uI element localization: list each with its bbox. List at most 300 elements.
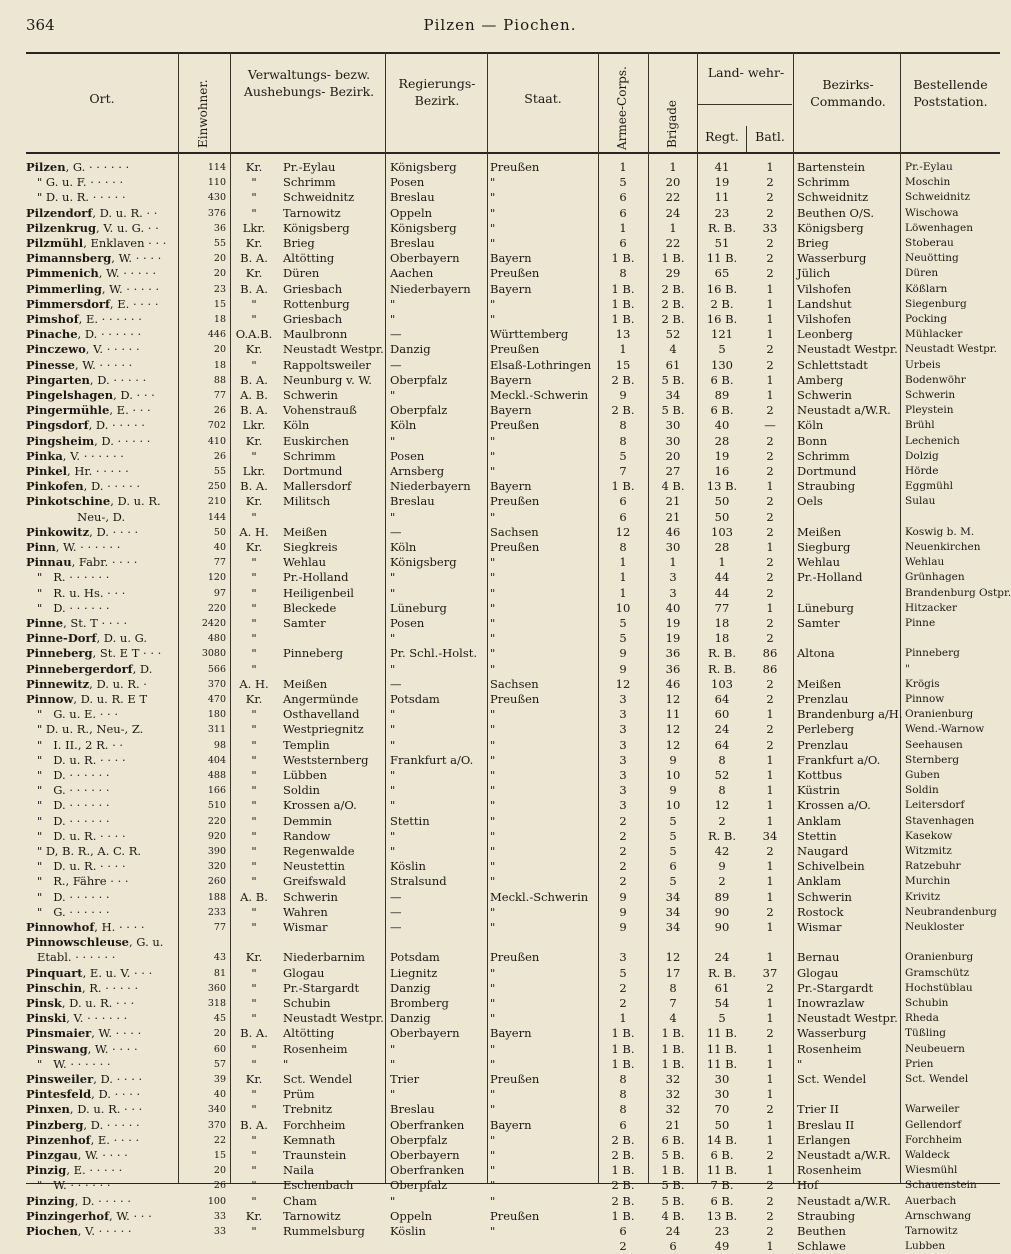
regierung-cell: Oberfranken: [390, 1117, 465, 1132]
ort-cell: [26, 966, 152, 981]
staat-cell: ": [490, 844, 496, 858]
ort-suffix: , D. u. R. ·: [89, 676, 147, 691]
ort-cell: [26, 950, 115, 965]
ort-cell: [26, 1133, 139, 1148]
verwaltung-cell: Tarnowitz: [283, 1208, 341, 1223]
staat-cell: ": [490, 1041, 496, 1056]
armee-corps-cell: 5: [619, 175, 627, 190]
kreis-type-cell: ": [251, 1148, 257, 1162]
kreis-type-cell: B. A.: [240, 281, 268, 296]
staat-cell: ": [490, 205, 496, 220]
table-row: [0, 1072, 1000, 1087]
col-head-ort: Ort.: [89, 91, 115, 106]
einwohner-cell: 57: [213, 1058, 226, 1070]
staat-cell: ": [490, 768, 496, 782]
ort-suffix: " D. u. R. · · · ·: [26, 828, 126, 843]
bataillon-cell: 2: [766, 236, 774, 250]
verwaltung-cell: Pinneberg: [283, 646, 344, 661]
bezirks-commando-cell: Neustadt Westpr.: [797, 342, 898, 357]
regierung-cell: —: [390, 357, 402, 372]
staat-cell: Preußen: [490, 1208, 540, 1223]
ort-suffix: , E. u. V. · · ·: [82, 965, 153, 980]
ort-suffix: , D. u. R.: [110, 494, 161, 509]
staat-cell: ": [490, 312, 496, 326]
poststation-cell: Rheda: [905, 1012, 939, 1025]
brigade-cell: 2 B.: [661, 296, 685, 311]
ort-cell: [26, 996, 134, 1011]
ort-cell: [26, 1163, 122, 1178]
regiment-cell: 41: [714, 160, 730, 174]
einwohner-cell: 23: [213, 283, 226, 295]
ort-suffix: , D. u. G.: [96, 631, 148, 646]
poststation-cell: Murchin: [905, 875, 951, 888]
kreis-type-cell: ": [251, 661, 257, 676]
bataillon-cell: 37: [762, 965, 778, 980]
bataillon-cell: 1: [766, 479, 774, 494]
verwaltung-cell: Heiligenbeil: [283, 585, 354, 600]
ort-suffix: , V. · · · · ·: [77, 1224, 132, 1238]
verwaltung-cell: Sct. Wendel: [283, 1072, 353, 1086]
bataillon-cell: 2: [766, 980, 774, 995]
poststation-cell: Pinneberg: [905, 647, 960, 660]
brigade-cell: 9: [669, 783, 677, 798]
bezirks-commando-cell: Kottbus: [797, 768, 843, 782]
ort-suffix: , E. · · · ·: [109, 296, 159, 311]
bataillon-cell: 2: [766, 448, 774, 463]
bataillon-cell: 2: [766, 205, 774, 220]
kreis-type-cell: ": [251, 844, 257, 858]
staat-cell: ": [490, 296, 496, 311]
poststation-cell: Sct. Wendel: [905, 1073, 969, 1085]
verwaltung-cell: Forchheim: [283, 1117, 346, 1132]
bataillon-cell: 1: [766, 783, 774, 798]
kreis-type-cell: Lkr.: [242, 220, 266, 235]
staat-cell: ": [490, 920, 496, 934]
einwohner-cell: 43: [213, 952, 226, 964]
armee-corps-cell: 3: [619, 752, 627, 767]
bezirks-commando-cell: Neustadt a/W.R.: [797, 1148, 891, 1162]
ort-name: Pinsmaier: [26, 1026, 92, 1041]
armee-corps-cell: 9: [619, 920, 627, 934]
ort-suffix: " D. · · · · · ·: [26, 768, 110, 782]
ort-cell: [26, 282, 159, 297]
regiment-cell: 44: [714, 570, 730, 585]
poststation-cell: Grünhagen: [905, 571, 965, 584]
armee-corps-cell: 5: [619, 965, 627, 980]
poststation-cell: Brandenburg Ostpr.: [905, 586, 1011, 599]
armee-corps-cell: 2 B.: [611, 403, 635, 418]
table-row: [0, 418, 1000, 433]
bezirks-commando-cell: Brieg: [797, 236, 829, 250]
bezirks-commando-cell: Bonn: [797, 433, 828, 448]
bezirks-commando-cell: Vilshofen: [797, 312, 852, 326]
ort-cell: [26, 1087, 140, 1102]
ort-suffix: " R. u. Hs. · · ·: [26, 585, 126, 600]
table-row: [0, 950, 1000, 965]
table-row: [0, 190, 1000, 205]
brigade-cell: 29: [665, 266, 681, 281]
brigade-cell: 34: [665, 889, 681, 904]
einwohner-cell: 920: [207, 830, 226, 842]
verwaltung-cell: Schubin: [283, 996, 331, 1010]
table-row: [0, 251, 1000, 266]
bezirks-commando-cell: Wismar: [797, 920, 842, 934]
bataillon-cell: 2: [766, 692, 774, 706]
regierung-cell: —: [390, 524, 402, 539]
poststation-cell: Hörde: [905, 465, 939, 477]
brigade-cell: 40: [665, 600, 681, 615]
staat-cell: Sachsen: [490, 524, 539, 539]
staat-cell: ": [490, 175, 496, 190]
poststation-cell: Oranienburg: [905, 708, 974, 721]
bezirks-commando-cell: Neustadt a/W.R.: [797, 403, 891, 418]
ort-name: Pinne-Dorf: [26, 631, 97, 646]
regierung-cell: Köln: [390, 418, 417, 433]
ort-suffix: " I. II., 2 R. · ·: [26, 737, 124, 752]
bataillon-cell: 2: [766, 190, 774, 205]
regiment-cell: 49: [714, 1239, 730, 1254]
verwaltung-cell: Mallersdorf: [283, 479, 352, 494]
regiment-cell: 23: [714, 205, 730, 220]
regiment-cell: 19: [714, 448, 730, 463]
kreis-type-cell: ": [251, 296, 257, 311]
ort-suffix: , D. · · · ·: [89, 524, 139, 539]
verwaltung-cell: Königsberg: [283, 220, 350, 235]
verwaltung-cell: Rottenburg: [283, 296, 350, 311]
armee-corps-cell: 9: [619, 646, 627, 661]
regiment-cell: 7 B.: [710, 1178, 734, 1193]
armee-corps-cell: 2: [619, 828, 627, 843]
ort-cell: [26, 221, 159, 236]
verwaltung-cell: Pr.-Holland: [283, 570, 349, 585]
staat-cell: Elsaß-Lothringen: [490, 357, 592, 372]
bezirks-commando-cell: Schwerin: [797, 388, 852, 402]
einwohner-cell: 260: [207, 876, 226, 888]
regierung-cell: ": [390, 707, 396, 722]
regiment-cell: 6 B.: [710, 372, 734, 387]
table-row: [0, 555, 1000, 570]
regierung-cell: ": [390, 1041, 396, 1056]
verwaltung-cell: Samter: [283, 616, 326, 630]
verwaltung-cell: Meißen: [283, 676, 328, 691]
ort-cell: [26, 768, 110, 783]
brigade-cell: 34: [665, 388, 681, 402]
regiment-cell: R. B.: [707, 661, 737, 676]
regierung-cell: Breslau: [390, 494, 435, 509]
bezirks-commando-cell: Anklam: [797, 813, 842, 828]
staat-cell: Preußen: [490, 266, 540, 281]
regiment-cell: 8: [718, 783, 726, 798]
brigade-cell: 30: [665, 540, 681, 554]
poststation-cell: Sulau: [905, 495, 936, 508]
poststation-cell: Wend.-Warnow: [905, 723, 985, 736]
regierung-cell: Danzig: [390, 1011, 431, 1026]
ort-cell: [26, 722, 143, 737]
regiment-cell: 130: [711, 357, 733, 372]
ort-suffix: Neu-, D.: [26, 509, 126, 524]
regiment-cell: 11 B.: [706, 1041, 738, 1056]
regiment-cell: 50: [714, 494, 730, 509]
bezirks-commando-cell: Erlangen: [797, 1132, 851, 1147]
armee-corps-cell: 5: [619, 448, 627, 463]
poststation-cell: Tüßling: [905, 1027, 946, 1040]
table-row: [0, 312, 1000, 327]
table-row: [0, 874, 1000, 889]
bataillon-cell: 2: [766, 570, 774, 585]
table-row: [0, 510, 1000, 525]
einwohner-cell: 39: [213, 1074, 226, 1085]
armee-corps-cell: 6: [619, 205, 627, 220]
regierung-cell: Bromberg: [390, 996, 449, 1010]
brigade-cell: 22: [665, 190, 681, 205]
armee-corps-cell: 6: [619, 509, 627, 524]
bataillon-cell: 1: [766, 1163, 774, 1178]
table-row: [0, 388, 1000, 403]
poststation-cell: Siegenburg: [905, 297, 967, 310]
bezirks-commando-cell: Prenzlau: [797, 737, 849, 752]
bezirks-commando-cell: Dortmund: [797, 464, 857, 478]
brigade-cell: 3: [669, 585, 677, 600]
ort-name: Pingelshagen: [26, 388, 114, 402]
bezirks-commando-cell: Beuthen: [797, 1224, 846, 1238]
table-row: [0, 282, 1000, 297]
bezirks-commando-cell: Bartenstein: [797, 160, 866, 174]
brigade-cell: 36: [665, 661, 681, 676]
ort-suffix: " G. u. F. · · · · ·: [26, 175, 124, 190]
bataillon-cell: 2: [766, 524, 774, 539]
ort-cell: [26, 981, 138, 996]
kreis-type-cell: ": [251, 707, 257, 722]
verwaltung-cell: Randow: [283, 828, 331, 843]
brigade-cell: 5: [669, 813, 677, 828]
ort-name: Pimmersdorf: [26, 296, 110, 311]
poststation-cell: Neuötting: [905, 252, 959, 265]
bezirks-commando-cell: Brandenburg a/H.: [797, 707, 903, 722]
bezirks-commando-cell: Trier II: [797, 1102, 839, 1117]
armee-corps-cell: 2: [619, 1239, 627, 1254]
poststation-cell: Pinne: [905, 617, 936, 629]
ort-suffix: " D. · · · · · ·: [26, 889, 110, 904]
ort-cell: [26, 297, 159, 312]
ort-cell: [26, 510, 125, 525]
ort-cell: [26, 373, 146, 388]
table-row: [0, 905, 1000, 920]
poststation-cell: Mühlacker: [905, 328, 963, 341]
ort-name: Pinski: [26, 1011, 67, 1026]
armee-corps-cell: 1 B.: [611, 251, 635, 266]
ort-name: Pinzingerhof: [26, 1208, 110, 1223]
armee-corps-cell: 2 B.: [611, 1148, 635, 1162]
regiment-cell: 28: [714, 540, 730, 554]
bataillon-cell: 1: [766, 312, 774, 326]
bataillon-cell: 1: [766, 600, 774, 615]
kreis-type-cell: ": [251, 448, 257, 463]
ort-name: Pinkel: [26, 464, 68, 478]
bezirks-commando-cell: Hof: [797, 1178, 819, 1193]
brigade-cell: 5 B.: [661, 403, 685, 418]
ort-suffix: , W. · · · ·: [111, 251, 162, 266]
brigade-cell: 12: [665, 722, 681, 737]
bezirks-commando-cell: Jülich: [797, 266, 831, 281]
verwaltung-cell: Neustadt Westpr.: [283, 1011, 384, 1026]
bataillon-cell: 2: [766, 737, 774, 752]
armee-corps-cell: 9: [619, 388, 627, 402]
table-row: [0, 464, 1000, 479]
regierung-cell: Danzig: [390, 342, 431, 357]
verwaltung-cell: Traunstein: [283, 1148, 347, 1162]
staat-cell: ": [490, 1102, 496, 1117]
ort-cell: [26, 434, 150, 449]
table-row: [0, 631, 1000, 646]
kreis-type-cell: ": [251, 205, 257, 220]
kreis-type-cell: Lkr.: [242, 418, 266, 433]
ort-cell: [26, 677, 147, 692]
armee-corps-cell: 3: [619, 737, 627, 752]
einwohner-cell: 360: [207, 982, 226, 994]
einwohner-cell: 480: [207, 633, 226, 645]
einwohner-cell: 250: [207, 481, 226, 493]
ort-name: Pilzendorf: [26, 205, 93, 220]
poststation-cell: Ratzebuhr: [905, 860, 961, 873]
poststation-cell: Sternberg: [905, 753, 960, 766]
col-head-regt: Regt.: [705, 129, 739, 144]
regiment-cell: 103: [711, 524, 733, 539]
bezirks-commando-cell: Samter: [797, 616, 840, 630]
bataillon-cell: 1: [766, 768, 774, 782]
brigade-cell: 32: [665, 1072, 681, 1086]
regiment-cell: 18: [714, 631, 730, 646]
brigade-cell: 3: [669, 570, 677, 585]
verwaltung-cell: Pr.-Stargardt: [283, 980, 360, 995]
armee-corps-cell: 5: [619, 616, 627, 630]
regiment-cell: 90: [714, 920, 730, 934]
staat-cell: Meckl.-Schwerin: [490, 388, 589, 402]
brigade-cell: 21: [665, 494, 681, 509]
ort-name: Pinesse: [26, 357, 75, 372]
ort-suffix: Etabl. · · · · · ·: [26, 950, 116, 965]
table-row: [0, 1224, 1000, 1239]
armee-corps-cell: 3: [619, 950, 627, 965]
bezirks-commando-cell: Prenzlau: [797, 692, 849, 706]
ort-suffix: " D. · · · · · ·: [26, 813, 110, 828]
poststation-cell: Gramschütz: [905, 966, 970, 979]
armee-corps-cell: 1 B.: [611, 1163, 635, 1178]
poststation-cell: Kasekow: [905, 829, 953, 842]
regierung-cell: ": [390, 433, 396, 448]
einwohner-cell: 702: [207, 420, 226, 432]
bezirks-commando-cell: Küstrin: [797, 783, 840, 798]
einwohner-cell: 20: [213, 1165, 226, 1177]
table-row: [0, 996, 1000, 1011]
bataillon-cell: 1: [766, 1056, 774, 1071]
landwehr-subrule: [697, 104, 792, 105]
ort-name: Pinnewitz: [26, 676, 90, 691]
ort-cell: [26, 1178, 111, 1193]
poststation-cell: Witzmitz: [905, 845, 952, 857]
regierung-cell: Oberbayern: [390, 251, 460, 266]
bataillon-cell: 2: [766, 342, 774, 357]
ort-name: Pinzenhof: [26, 1132, 91, 1147]
bezirks-commando-cell: Schrimm: [797, 175, 850, 190]
bezirks-commando-cell: Stettin: [797, 828, 837, 843]
ort-cell: [26, 570, 109, 585]
brigade-cell: 10: [665, 768, 681, 782]
regierung-cell: Oberpfalz: [390, 1178, 448, 1193]
staat-cell: ": [490, 555, 496, 570]
einwohner-cell: 233: [207, 906, 226, 918]
verwaltung-cell: Glogau: [283, 965, 325, 980]
ort-cell: [26, 236, 166, 251]
verwaltung-cell: Siegkreis: [283, 540, 338, 554]
bezirks-commando-cell: Bernau: [797, 950, 840, 965]
armee-corps-cell: 1 B.: [611, 296, 635, 311]
poststation-cell: Wiesmühl: [905, 1164, 958, 1177]
ort-cell: [26, 859, 126, 874]
col-head-landwehr: Land- wehr-: [707, 65, 785, 80]
armee-corps-cell: 1 B.: [611, 1041, 635, 1056]
staat-cell: ": [490, 1193, 496, 1208]
staat-cell: ": [490, 600, 496, 615]
einwohner-cell: 188: [207, 891, 226, 903]
einwohner-cell: 26: [213, 405, 226, 417]
ort-name: Pimmenich: [26, 266, 99, 281]
kreis-type-cell: Kr.: [245, 1072, 263, 1086]
poststation-cell: Krögis: [905, 677, 940, 690]
poststation-cell: Wischowa: [905, 206, 959, 219]
einwohner-cell: 18: [213, 314, 226, 325]
staat-cell: ": [490, 874, 496, 889]
col-head-armee: Armee-Corps.: [615, 66, 629, 150]
bataillon-cell: 2: [766, 357, 774, 372]
einwohner-cell: 566: [207, 663, 226, 675]
ort-suffix: , D. · · · · ·: [88, 418, 145, 433]
verwaltung-cell: Meißen: [283, 524, 328, 539]
verwaltung-cell: Wehlau: [283, 555, 327, 570]
poststation-cell: Dolzig: [905, 449, 939, 462]
poststation-cell: Lechenich: [905, 434, 960, 447]
ort-suffix: , D. · · · ·: [93, 1072, 143, 1086]
regiment-cell: 89: [714, 889, 730, 904]
regierung-cell: —: [390, 889, 402, 904]
kreis-type-cell: A. B.: [240, 889, 268, 904]
verwaltung-cell: Rappoltsweiler: [283, 357, 371, 372]
brigade-cell: 19: [665, 631, 681, 646]
ort-suffix: " W. · · · · · ·: [26, 1056, 111, 1071]
ort-name: Pinschin: [26, 980, 82, 995]
einwohner-cell: 100: [207, 1195, 226, 1207]
ort-cell: [26, 601, 110, 616]
staat-cell: ": [490, 722, 496, 737]
armee-corps-cell: 8: [619, 1087, 627, 1102]
regierung-cell: ": [390, 570, 396, 585]
bataillon-cell: 1: [766, 372, 774, 387]
regiment-cell: 28: [714, 433, 730, 448]
bataillon-cell: 34: [762, 828, 778, 843]
ort-cell: [26, 814, 110, 829]
armee-corps-cell: 1: [619, 555, 627, 570]
kreis-type-cell: ": [251, 1163, 257, 1178]
ort-suffix: , W. · · · ·: [91, 1026, 142, 1041]
table-row: [0, 1057, 1000, 1072]
ort-suffix: , D.: [132, 661, 153, 676]
staat-cell: ": [490, 236, 496, 250]
col-head-staat: Staat.: [524, 91, 562, 106]
ort-name: Pilzmühl: [26, 236, 84, 250]
ort-suffix: " G. · · · · · ·: [26, 904, 110, 919]
armee-corps-cell: 8: [619, 418, 627, 433]
einwohner-cell: 390: [207, 846, 226, 857]
bataillon-cell: 2: [766, 266, 774, 281]
